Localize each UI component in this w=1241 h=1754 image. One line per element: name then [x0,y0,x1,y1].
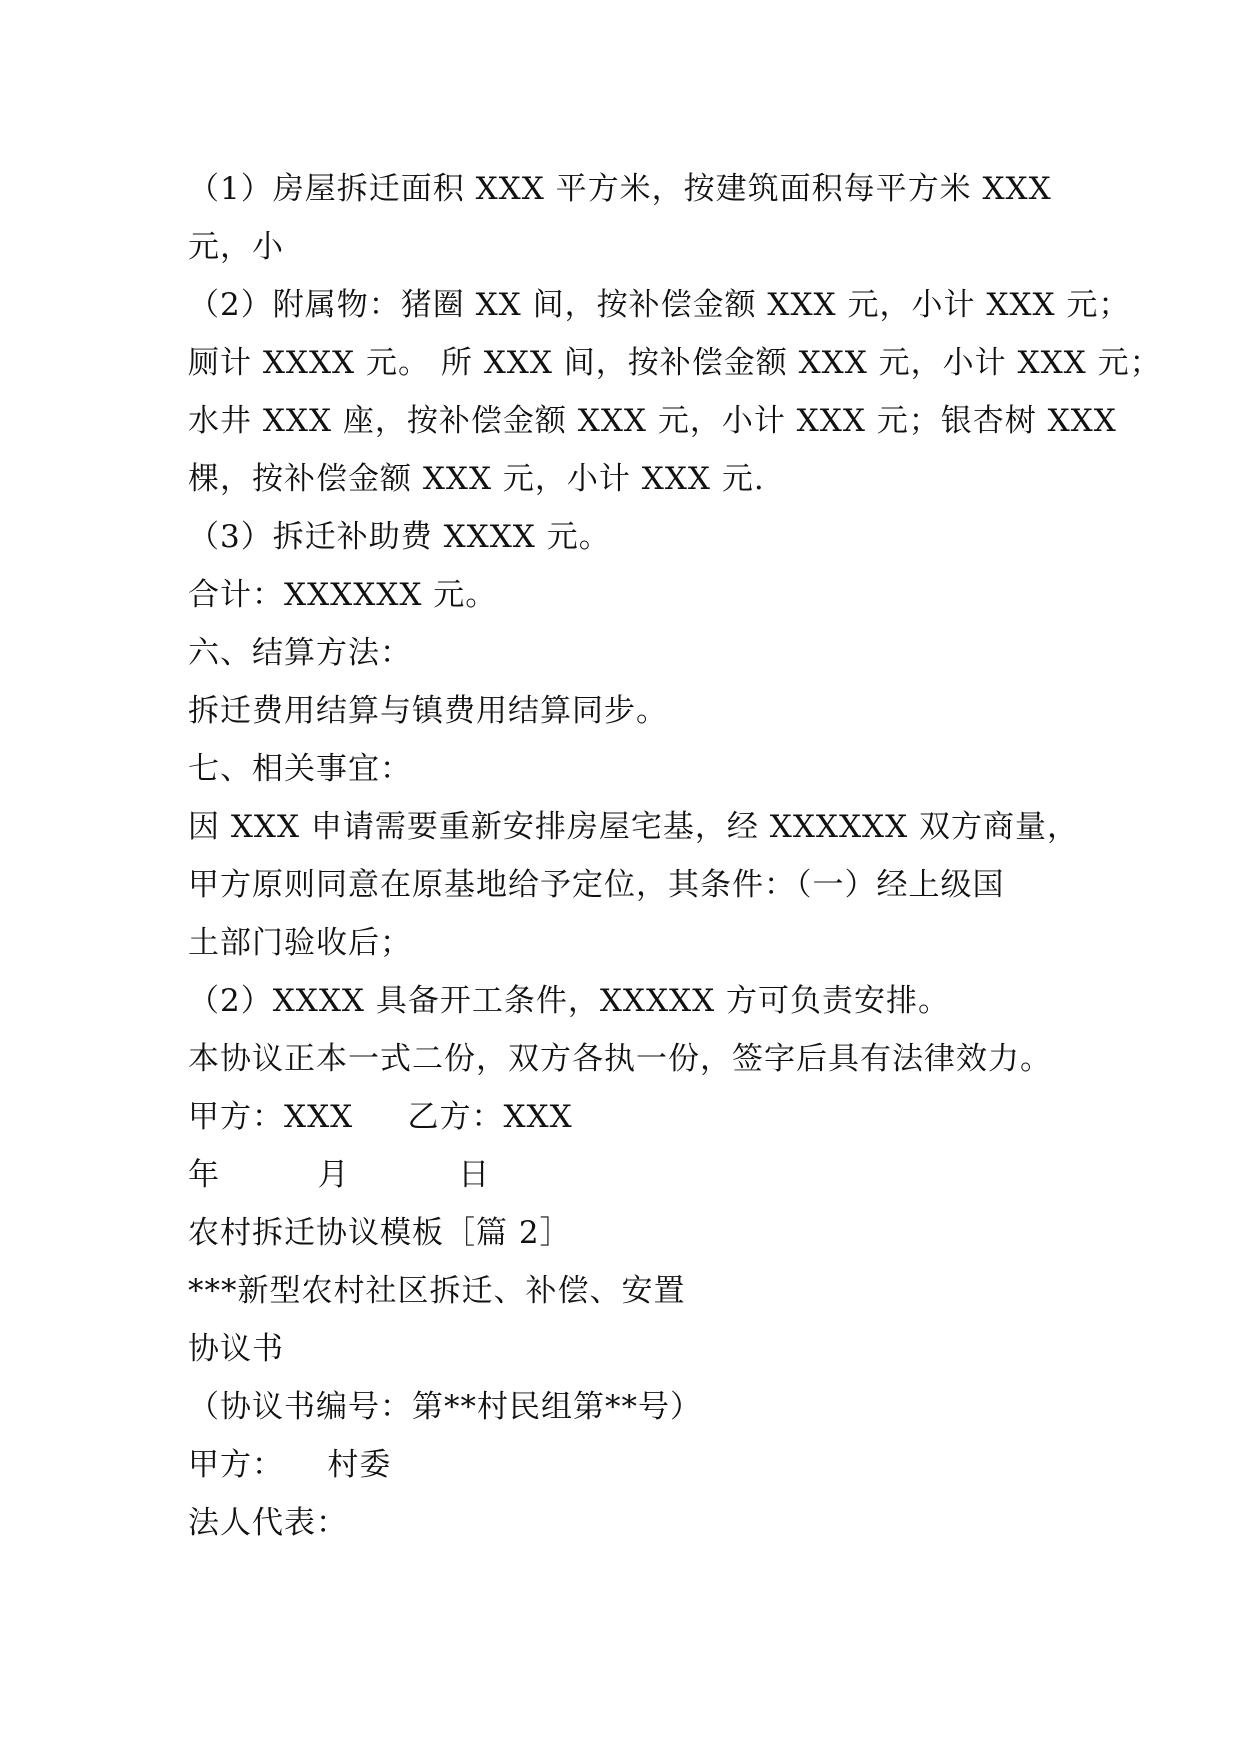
legal-representative-line: 法人代表： [188,1505,348,1541]
text-line: 元，小 [188,229,284,265]
section-heading: 六、结算方法： [188,635,412,671]
text-line: （1）房屋拆迁面积 XXX 平方米，按建筑面积每平方米 XXX [188,171,1052,207]
party-a-line: 甲方： 村委 [188,1447,392,1483]
template-title: 农村拆迁协议模板［篇 2］ [188,1215,572,1251]
agreement-title: ***新型农村社区拆迁、补偿、安置 [188,1273,686,1309]
text-line: 厕计 XXXX 元。 所 XXX 间，按补偿金额 XXX 元，小计 XXX 元； [188,345,1162,381]
text-line: 土部门验收后； [188,925,412,961]
text-line: 因 XXX 申请需要重新安排房屋宅基，经 XXXXXX 双方商量， [188,809,1080,845]
text-line: （3）拆迁补助费 XXXX 元。 [188,519,611,555]
signature-line: 甲方：XXX 乙方：XXX [188,1099,573,1135]
agreement-subtitle: 协议书 [188,1331,284,1367]
section-heading: 七、相关事宜： [188,751,412,787]
text-line: 本协议正本一式二份，双方各执一份，签字后具有法律效力。 [188,1041,1052,1077]
document-body [188,160,1162,1552]
text-line: （2）XXXX 具备开工条件，XXXXX 方可负责安排。 [188,983,951,1019]
text-line: 拆迁费用结算与镇费用结算同步。 [188,693,668,729]
agreement-number: （协议书编号：第**村民组第**号） [188,1389,702,1425]
date-line: 年 月 日 [188,1157,491,1193]
total-line: 合计：XXXXXX 元。 [188,577,498,613]
text-line: 甲方原则同意在原基地给予定位，其条件：（一）经上级国 [188,867,1005,903]
text-line: 水井 XXX 座，按补偿金额 XXX 元，小计 XXX 元；银杏树 XXX [188,403,1117,439]
text-line: （2）附属物：猪圈 XX 间，按补偿金额 XXX 元，小计 XXX 元； [188,287,1131,323]
text-line: 棵，按补偿金额 XXX 元，小计 XXX 元. [188,461,765,497]
